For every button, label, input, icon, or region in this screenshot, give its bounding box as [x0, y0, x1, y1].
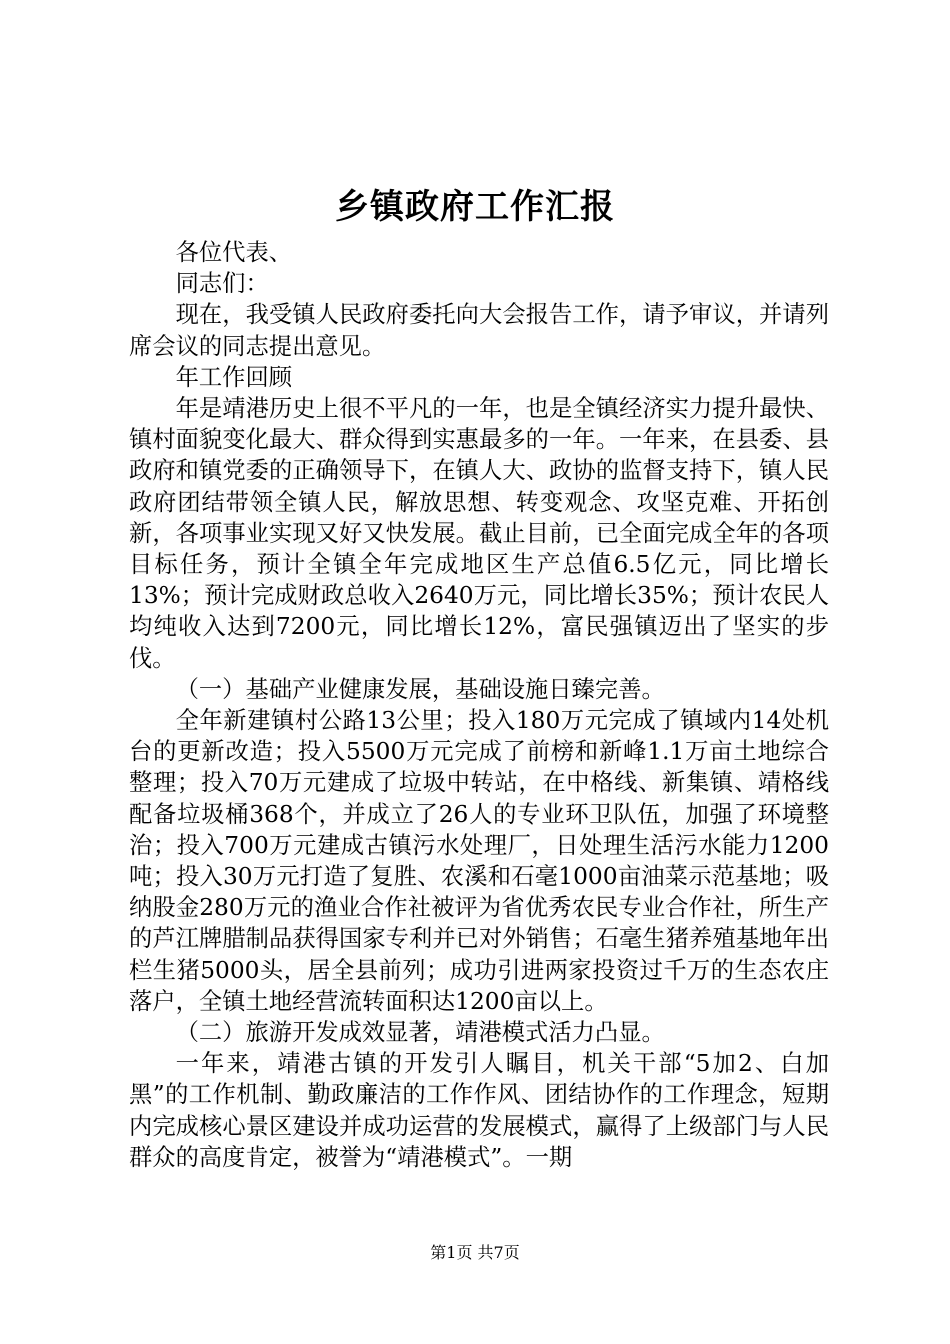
document-body	[129, 237, 829, 1173]
salutation-line: 各位代表、	[175, 239, 293, 266]
body-paragraph: 一年来，靖港古镇的开发引人瞩目，机关干部“5加2、白加黑”的工作机制、勤政廉洁的工作作风、团结协作的工作理念，短期内完成核心景区建设并成功运营的发展模式，赢得了上级部门与人民群众的高度肯定，被誉为“靖港模式”。一期	[129, 1050, 829, 1171]
section-heading: 年工作回顾	[175, 363, 293, 391]
document-title: 乡镇政府工作汇报	[335, 187, 615, 227]
body-paragraph: 现在，我受镇人民政府委托向大会报告工作，请予审议，并请列席会议的同志提出意见。	[129, 301, 829, 360]
section-heading: （二）旅游开发成效显著，靖港模式活力凸显。	[175, 1019, 665, 1047]
page-number-footer: 第1页 共7页	[430, 1243, 520, 1262]
section-heading: （一）基础产业健康发展，基础设施日臻完善。	[175, 675, 665, 703]
body-paragraph: 全年新建镇村公路13公里；投入180万元完成了镇域内14处机台的更新改造；投入5500万元完成了前榜和新峰1.1万亩土地综合整理；投入70万元建成了垃圾中转站，在中格线、新集镇、靖格线配备垃圾桶368个，并成立了26人的专业环卫队伍，加强了环境整治；投入700万元建成古镇污水处理厂，日处理生活污水能力1200吨；投入30万元打造了复胜、农溪和石毫1000亩油菜示范基地；吸纳股金280万元的渔业合作社被评为省优秀农民专业合作社，所生产的芦江牌腊制品获得国家专利并已对外销售；石毫生猪养殖基地年出栏生猪5000头，居全县前列；成功引进两家投资过千万的生态农庄落户，全镇土地经营流转面积达1200亩以上。	[129, 707, 829, 1015]
salutation-line: 同志们：	[175, 270, 269, 298]
body-paragraph: 年是靖港历史上很不平凡的一年，也是全镇经济实力提升最快、镇村面貌变化最大、群众得到实惠最多的一年。一年来，在县委、县政府和镇党委的正确领导下，在镇人大、政协的监督支持下，镇人民政府团结带领全镇人民，解放思想、转变观念、攻坚克难、开拓创新，各项事业实现又好又快发展。截止目前，已全面完成全年的各项目标任务，预计全镇全年完成地区生产总值6.5亿元，同比增长13%；预计完成财政总收入2640万元，同比增长35%；预计农民人均纯收入达到7200元，同比增长12%，富民强镇迈出了坚实的步伐。	[129, 395, 829, 672]
